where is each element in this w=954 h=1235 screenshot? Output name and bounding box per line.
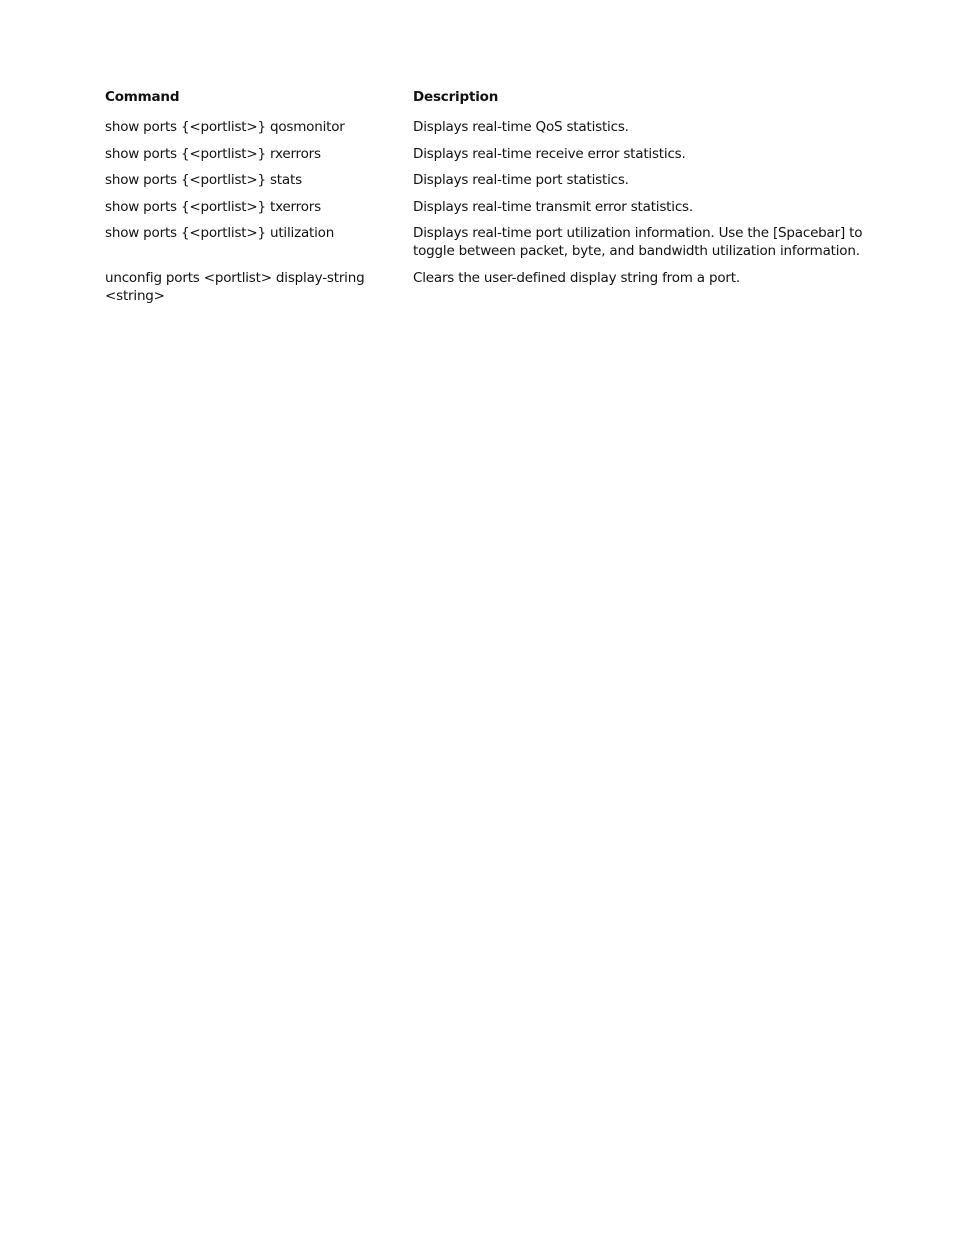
table-row [105,118,865,145]
column-header-description: Description [413,89,499,105]
table-row [105,224,865,269]
description-cell: Clears the user-defined display string from a port. [413,269,740,286]
command-cell: show ports {<portlist>} rxerrors [105,145,321,162]
description-cell: Displays real-time transmit error statistics. [413,198,693,215]
column-header-command: Command [105,89,180,105]
table-row [105,171,865,198]
command-cell: show ports {<portlist>} txerrors [105,198,321,215]
description-cell: Displays real-time receive error statistics. [413,145,686,162]
table-row [105,269,865,314]
table-row [105,198,865,225]
command-cell: unconfig ports <portlist> display-string <string> [105,269,365,304]
command-cell: show ports {<portlist>} qosmonitor [105,119,345,135]
description-cell: Displays real-time port statistics. [413,172,629,188]
description-cell: Displays real-time port utilization information. Use the [Spacebar] to toggle between packet, byte, and bandwidth utilization information. [413,225,863,259]
command-table [105,88,865,313]
description-cell: Displays real-time QoS statistics. [413,119,629,135]
table-header-row [105,88,865,118]
command-cell: show ports {<portlist>} stats [105,172,302,188]
table-row [105,145,865,172]
command-cell: show ports {<portlist>} utilization [105,225,335,241]
